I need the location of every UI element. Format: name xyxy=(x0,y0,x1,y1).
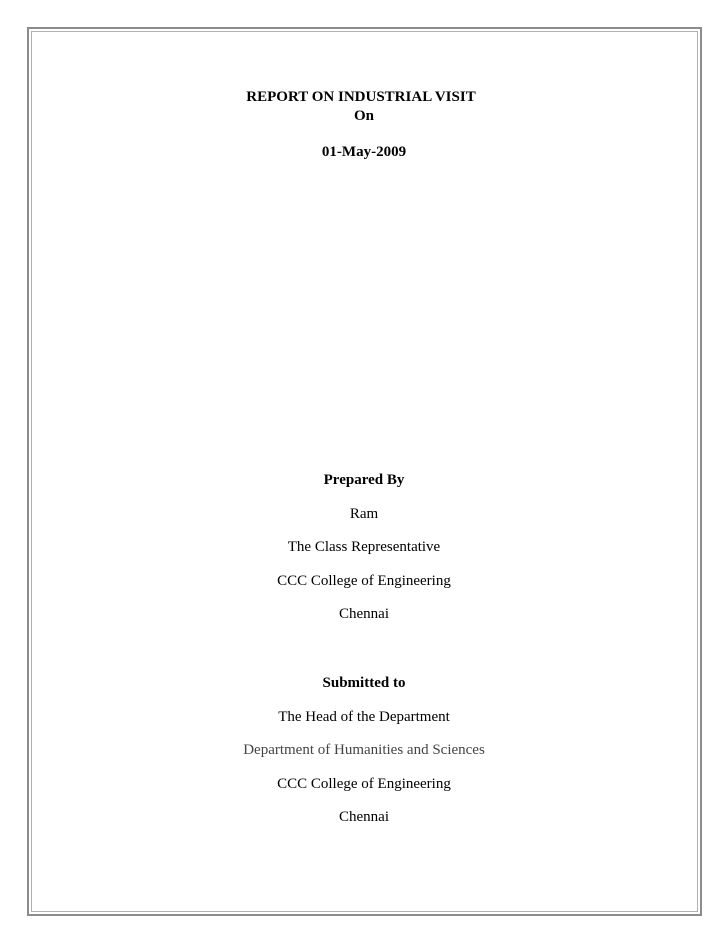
preparer-college: CCC College of Engineering xyxy=(277,573,451,589)
preparer-city: Chennai xyxy=(339,606,389,622)
report-title: REPORT ON INDUSTRIAL VISIT xyxy=(246,89,476,105)
preparer-role: The Class Representative xyxy=(287,539,441,555)
recipient-city: Chennai xyxy=(339,809,389,825)
title-on: On xyxy=(353,108,374,124)
preparer-name: Ram xyxy=(349,506,379,522)
prepared-by-heading: Prepared By xyxy=(323,472,405,488)
recipient-department: Department of Humanities and Sciences xyxy=(243,742,485,758)
submitted-to-heading: Submitted to xyxy=(322,675,406,691)
report-date: 01-May-2009 xyxy=(321,144,407,160)
recipient-college: CCC College of Engineering xyxy=(277,776,451,792)
recipient-title: The Head of the Department xyxy=(278,709,450,725)
